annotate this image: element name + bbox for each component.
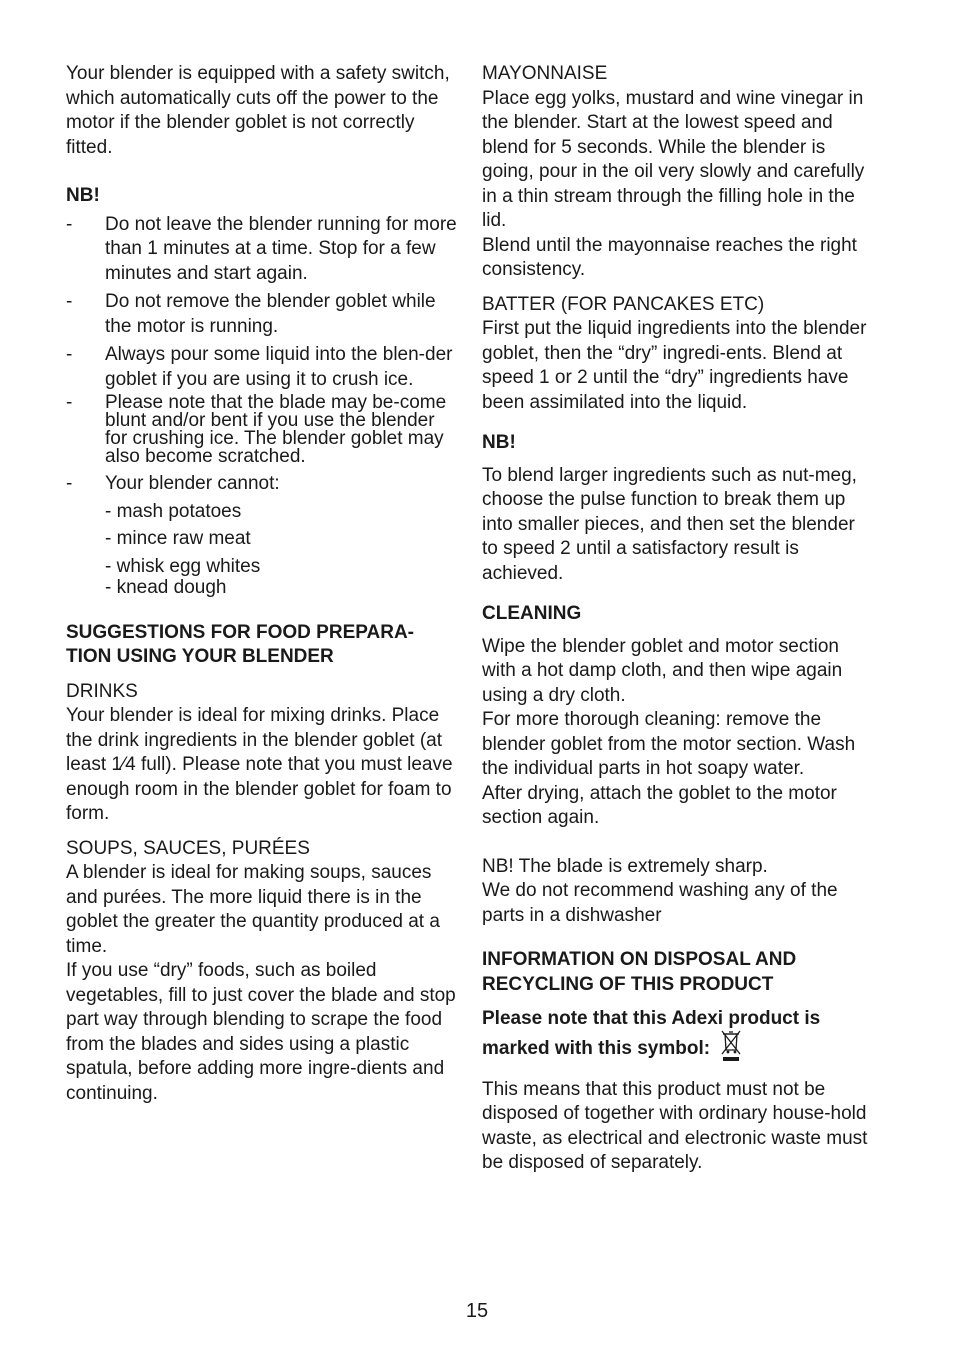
crossed-out-wheelie-bin-icon bbox=[720, 1028, 742, 1062]
nb-heading-left: NB! bbox=[66, 185, 100, 206]
list-item: - whisk egg whites bbox=[105, 555, 261, 577]
list-item: - Your blender cannot: bbox=[66, 473, 280, 494]
page-number: 15 bbox=[465, 1300, 489, 1322]
nb-list bbox=[66, 213, 458, 497]
list-item: - mash potatoes bbox=[105, 500, 242, 522]
list-item: - mince raw meat bbox=[105, 528, 251, 549]
mayonnaise-text: Place egg yolks, mustard and wine vinegar in the blender. Start at the lowest speed and blend for 5 seconds. While the blender is going, pour in the oil very slowly and carefully in a thin stream through the filling hole in the lid. bbox=[482, 87, 865, 231]
drinks-text: Your blender is ideal for mixing drinks. Place the drink ingredients in the blender goblet (at least 1⁄4 full). Please note that you must leave enough room in the blender goblet for foam to form. bbox=[66, 705, 453, 824]
right-column bbox=[482, 62, 874, 1176]
list-item: - Do not leave the blender running for more than 1 minutes at a time. Stop for a few minutes and start again. bbox=[66, 213, 457, 284]
disposal-heading: INFORMATION ON DISPOSAL AND RECYCLING OF THIS PRODUCT bbox=[482, 949, 797, 995]
safety-switch-intro: Your blender is equipped with a safety switch, which automatically cuts off the power to the motor if the blender goblet is not correctly fitted. bbox=[66, 63, 450, 158]
mayonnaise-consistency-text: Blend until the mayonnaise reaches the right consistency. bbox=[482, 234, 857, 280]
drinks-heading: DRINKS bbox=[66, 680, 138, 702]
nb-heading-right: NB! bbox=[482, 432, 516, 453]
list-item: - Please note that the blade may be-come blunt and/or bent if you use the blender for crushing ice. The blender goblet may also become scratched. bbox=[66, 392, 447, 467]
disposal-text: This means that this product must not be disposed of together with ordinary house-hold waste, as electrical and electronic waste must be disposed of separately. bbox=[482, 1078, 868, 1173]
cleaning-text: Wipe the blender goblet and motor section with a hot damp cloth, and then wipe again using a dry cloth. bbox=[482, 635, 843, 706]
soups-heading: SOUPS, SAUCES, PURÉES bbox=[66, 837, 310, 859]
cannot-list bbox=[66, 500, 458, 601]
mayonnaise-heading: MAYONNAISE bbox=[482, 63, 608, 84]
symbol-note: Please note that this Adexi product is marked with this symbol: bbox=[482, 1007, 874, 1066]
suggestions-heading: SUGGESTIONS FOR FOOD PREPARA-TION USING YOUR BLENDER bbox=[66, 621, 415, 667]
batter-heading: BATTER (FOR PANCAKES ETC) bbox=[482, 293, 765, 315]
left-column bbox=[66, 62, 458, 1106]
dishwasher-text: We do not recommend washing any of the parts in a dishwasher bbox=[482, 880, 838, 926]
after-drying-text: After drying, attach the goblet to the motor section again. bbox=[482, 782, 837, 828]
batter-text: First put the liquid ingredients into the blender goblet, then the “dry” ingredi-ents. Blend at speed 1 or 2 until the “dry” ingredients have been assimilated into the liquid. bbox=[482, 318, 867, 413]
pulse-function-text: To blend larger ingredients such as nut-meg, choose the pulse function to break them up into smaller pieces, and then set the blender to speed 2 until a satisfactory result is achieved. bbox=[482, 464, 857, 584]
cleaning-heading: CLEANING bbox=[482, 603, 582, 624]
list-item: - knead dough bbox=[105, 577, 227, 598]
soups-text: A blender is ideal for making soups, sauces and purées. The more liquid there is in the goblet the greater the quantity produced at a time. bbox=[66, 862, 440, 957]
thorough-cleaning-text: For more thorough cleaning: remove the blender goblet from the motor section. Wash the individual parts in hot soapy water. bbox=[482, 709, 856, 779]
list-item: - Always pour some liquid into the blen-der goblet if you are using it to crush ice. bbox=[66, 344, 453, 390]
soups-dry-foods-text: If you use “dry” foods, such as boiled vegetables, fill to just cover the blade and stop part way through blending to scrape the food from the blades and sides using a plastic spatula, before adding more ingre-dients and continuing. bbox=[66, 960, 456, 1104]
blade-warning: NB! The blade is extremely sharp. bbox=[482, 855, 768, 877]
list-item: - Do not remove the blender goblet while the motor is running. bbox=[66, 291, 436, 337]
